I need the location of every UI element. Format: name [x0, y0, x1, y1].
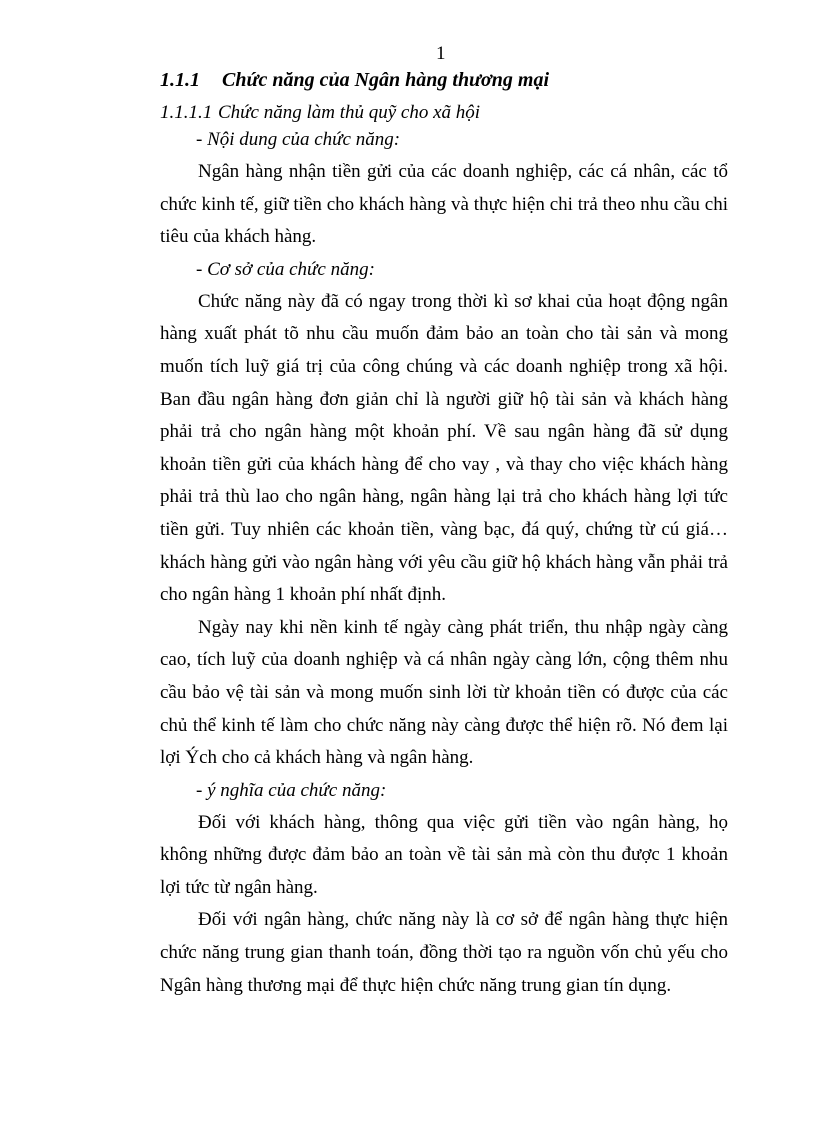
body-text — [160, 124, 728, 1002]
section-title: Chức năng của Ngân hàng thương mại — [222, 69, 550, 91]
subsection-heading — [160, 100, 480, 126]
meaning-paragraph-customer: Đối với khách hàng, thông qua việc gửi tiền vào ngân hàng, họ không những được đảm bảo an toàn về tài sản mà còn thu được 1 khoản lợi tức từ ngân hàng. — [160, 811, 728, 898]
subsection-number: 1.1.1.1 — [160, 102, 213, 123]
basis-paragraph-1: Chức năng này đã có ngay trong thời kì sơ khai của hoạt động ngân hàng xuất phát tõ nhu cầu muốn đảm bảo an toàn cho tài sản và mong muốn tích luỹ giá trị của công chúng và các doanh nghiệp trong xã hội. Ban đầu ngân hàng đơn giản chỉ là người giữ hộ tài sản và khách hàng phải trả cho ngân hàng một khoản phí. Về sau ngân hàng đã sử dụng khoản tiền gửi của khách hàng để cho vay , và thay cho việc khách hàng phải trả thù lao cho ngân hàng, ngân hàng lại trả cho khách hàng lợi tức tiền gửi. Tuy nhiên các khoản tiền, vàng bạc, đá quý, chứng từ cú giá…khách hàng gửi vào ngân hàng với yêu cầu giữ hộ khách hàng vẫn phải trả cho ngân hàng 1 khoản phí nhất định. — [160, 290, 728, 606]
section-number: 1.1.1 — [160, 69, 200, 91]
basis-paragraph-2: Ngày nay khi nền kinh tế ngày càng phát triển, thu nhập ngày càng cao, tích luỹ của doanh nghiệp và cá nhân ngày càng lớn, cộng thêm nhu cầu bảo vệ tài sản và mong muốn sinh lời từ khoản tiền có được của các chủ thể kinh tế làm cho chức năng này càng được thể hiện rõ. Nó đem lại lợi Ých cho cả khách hàng và ngân hàng. — [160, 616, 728, 769]
meaning-paragraph-bank: Đối với ngân hàng, chức năng này là cơ sở để ngân hàng thực hiện chức năng trung gian thanh toán, đồng thời tạo ra nguồn vốn chủ yếu cho Ngân hàng thương mại để thực hiện chức năng trung gian tín dụng. — [160, 909, 728, 996]
section-heading — [160, 66, 549, 94]
basis-subheading: - Cơ sở của chức năng: — [196, 258, 375, 280]
page-number: 1 — [436, 43, 446, 64]
content-paragraph: Ngân hàng nhận tiền gửi của các doanh nghiệp, các cá nhân, các tổ chức kinh tế, giữ tiền cho khách hàng và thực hiện chi trả theo nhu cầu chi tiêu của khách hàng. — [160, 161, 728, 248]
content-subheading: - Nội dung của chức năng: — [196, 129, 401, 150]
meaning-subheading: - ý nghĩa của chức năng: — [196, 779, 387, 801]
subsection-title: Chức năng làm thủ quỹ cho xã hội — [218, 102, 481, 123]
